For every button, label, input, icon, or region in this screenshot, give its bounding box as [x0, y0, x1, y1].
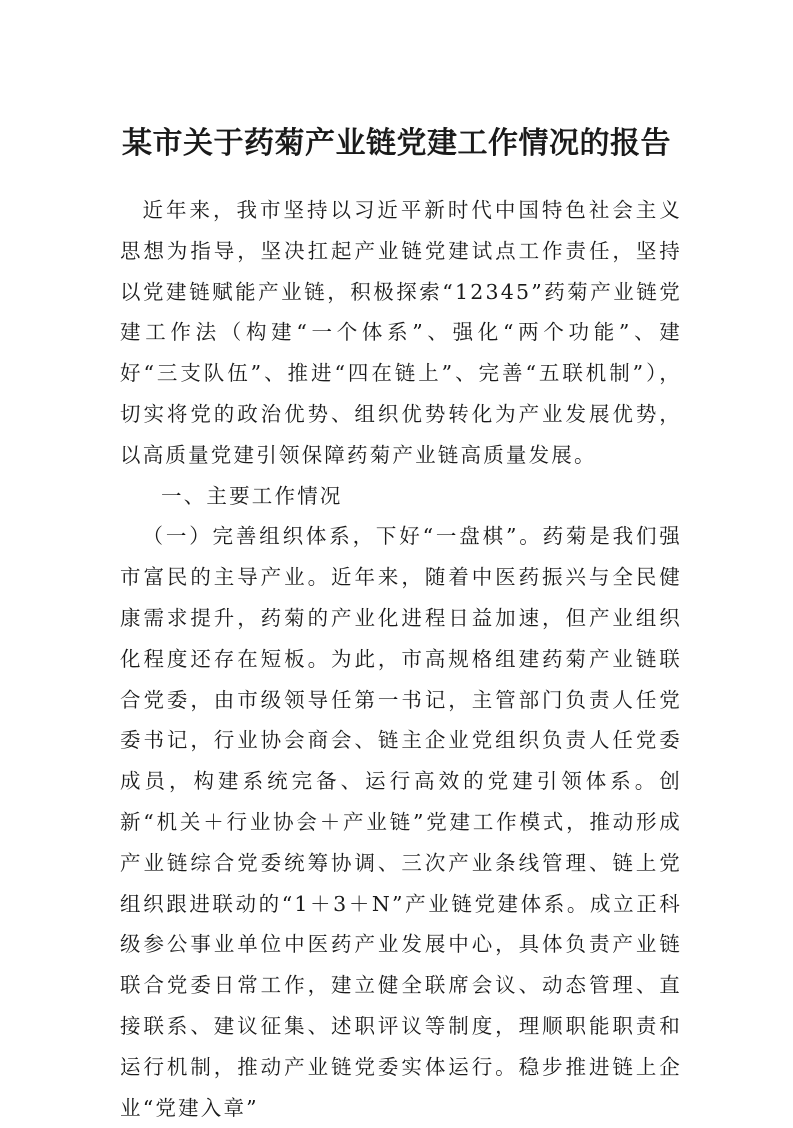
document-title: 某市关于药菊产业链党建工作情况的报告 — [122, 126, 671, 161]
document-body — [120, 190, 682, 1128]
intro-paragraph: 近年来，我市坚持以习近平新时代中国特色社会主义思想为指导，坚决扛起产业链党建试点工作责任，坚持以党建链赋能产业链，积极探索“12345”药菊产业链党建工作法（构建“一个体系”、强化“两个功能”、建好“三支队伍”、推进“四在链上”、完善“五联机制”），切实将党的政治优势、组织优势转化为产业发展优势，以高质量党建引领保障药菊产业链高质量发展。 — [120, 198, 682, 467]
section-heading: 一、主要工作情况 — [161, 483, 343, 508]
subsection-paragraph: （一）完善组织体系，下好“一盘棋”。药菊是我们强市富民的主导产业。近年来，随着中医药振兴与全民健康需求提升，药菊的产业化进程日益加速，但产业组织化程度还存在短板。为此，市高规格组建药菊产业链联合党委，由市级领导任第一书记，主管部门负责人任党委书记，行业协会商会、链主企业党组织负责人任党委成员，构建系统完备、运行高效的党建引领体系。创新“机关＋行业协会＋产业链”党建工作模式，推动形成产业链综合党委统筹协调、三次产业条线管理、链上党组织跟进联动的“1＋3＋N”产业链党建体系。成立正科级参公事业单位中医药产业发展中心，具体负责产业链联合党委日常工作，建立健全联席会议、动态管理、直接联系、建议征集、述职评议等制度，理顺职能职责和运行机制，推动产业链党委实体运行。稳步推进链上企业“党建入章” — [120, 524, 682, 1120]
